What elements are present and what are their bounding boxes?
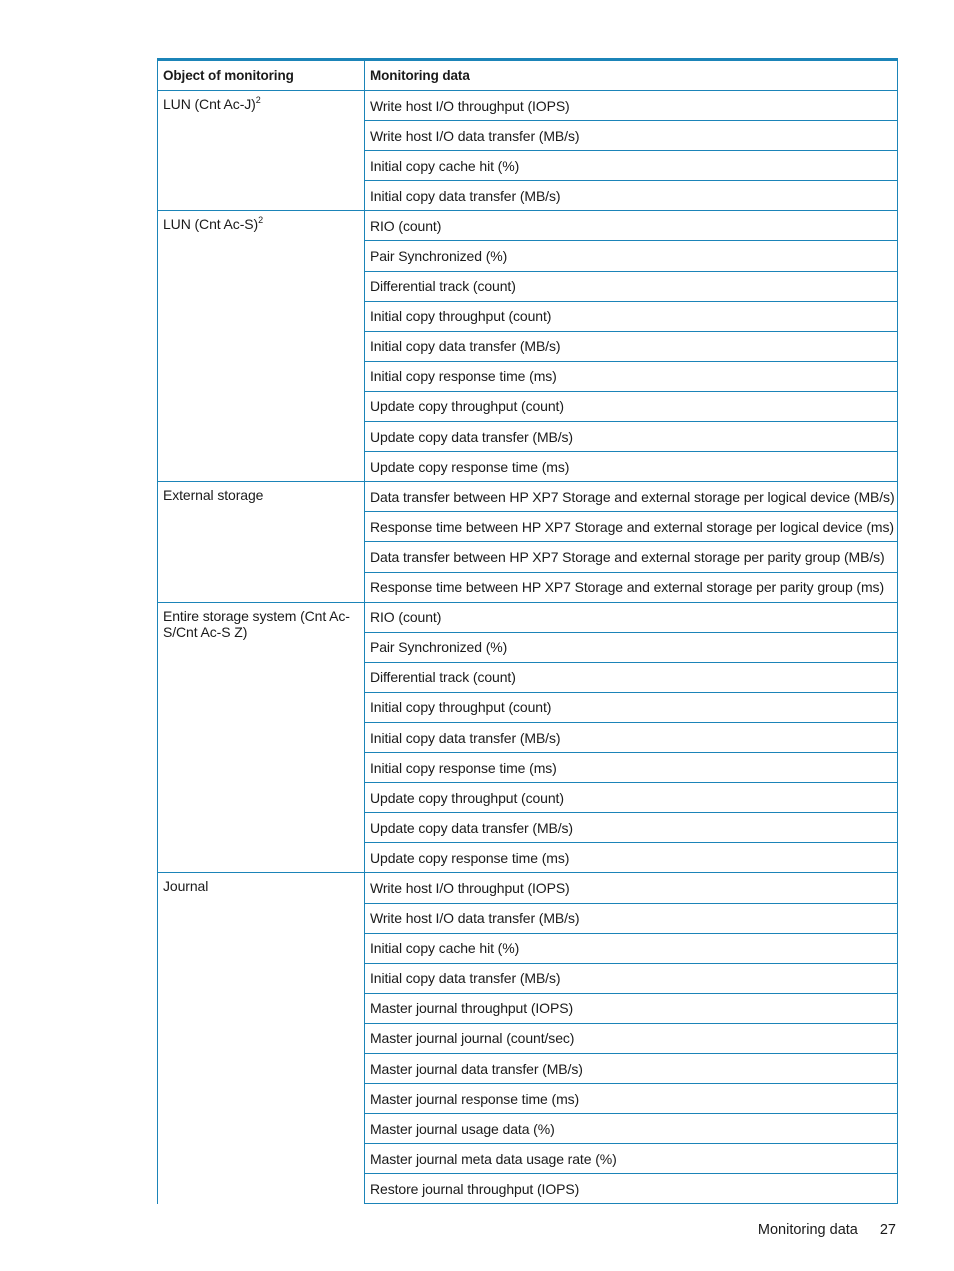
monitoring-data-cell: Initial copy throughput (count) — [365, 692, 898, 722]
monitoring-data-cell: Initial copy response time (ms) — [365, 753, 898, 783]
monitoring-data-cell: Initial copy throughput (count) — [365, 301, 898, 331]
object-of-monitoring-cell — [158, 602, 365, 873]
object-label: External storage — [163, 487, 264, 504]
header-monitoring-data: Monitoring data — [365, 60, 898, 91]
table-row — [158, 211, 898, 241]
monitoring-data-cell: Write host I/O data transfer (MB/s) — [365, 121, 898, 151]
monitoring-data-table — [157, 58, 898, 1204]
object-label: LUN (Cnt Ac-J) — [163, 96, 256, 112]
monitoring-data-cell: Pair Synchronized (%) — [365, 241, 898, 271]
object-label: LUN (Cnt Ac-S) — [163, 216, 259, 233]
monitoring-data-cell: Initial copy data transfer (MB/s) — [365, 331, 898, 361]
monitoring-data-cell: Master journal throughput (IOPS) — [365, 993, 898, 1023]
footnote-marker: 2 — [255, 95, 261, 105]
table-row — [158, 602, 898, 632]
monitoring-data-cell: Data transfer between HP XP7 Storage and external storage per logical device (MB/s) — [365, 482, 898, 512]
monitoring-data-cell: Initial copy cache hit (%) — [365, 933, 898, 963]
monitoring-data-cell: Initial copy data transfer (MB/s) — [365, 181, 898, 211]
monitoring-data-cell: Initial copy cache hit (%) — [365, 151, 898, 181]
monitoring-data-cell: Update copy response time (ms) — [365, 452, 898, 482]
monitoring-data-cell: Master journal usage data (%) — [365, 1114, 898, 1144]
table-row — [158, 482, 898, 512]
monitoring-data-cell: Differential track (count) — [365, 662, 898, 692]
monitoring-data-cell: Update copy throughput (count) — [365, 391, 898, 421]
object-of-monitoring-cell — [158, 91, 365, 211]
monitoring-data-cell: Master journal response time (ms) — [365, 1084, 898, 1114]
monitoring-data-cell: Initial copy data transfer (MB/s) — [365, 722, 898, 752]
page-footer — [758, 1222, 896, 1238]
object-label: Entire storage system (Cnt Ac-S/Cnt Ac-S Z) — [163, 607, 350, 640]
monitoring-data-cell: Update copy data transfer (MB/s) — [365, 813, 898, 843]
object-of-monitoring-cell — [158, 211, 365, 482]
monitoring-data-cell: Response time between HP XP7 Storage and external storage per parity group (ms) — [365, 572, 898, 602]
monitoring-data-cell: Data transfer between HP XP7 Storage and external storage per parity group (MB/s) — [365, 542, 898, 572]
monitoring-data-cell: RIO (count) — [365, 602, 898, 632]
monitoring-data-cell: Initial copy data transfer (MB/s) — [365, 963, 898, 993]
object-label: Journal — [163, 878, 209, 895]
monitoring-data-cell: Master journal journal (count/sec) — [365, 1023, 898, 1053]
monitoring-data-cell: Restore journal throughput (IOPS) — [365, 1174, 898, 1204]
object-of-monitoring-cell — [158, 482, 365, 602]
monitoring-data-cell: Differential track (count) — [365, 271, 898, 301]
page-number: 27 — [879, 1222, 896, 1238]
monitoring-data-cell: Master journal data transfer (MB/s) — [365, 1054, 898, 1084]
table-row — [158, 91, 898, 121]
monitoring-data-cell: Initial copy response time (ms) — [365, 361, 898, 391]
table-body — [158, 91, 898, 1204]
monitoring-data-cell: Pair Synchronized (%) — [365, 632, 898, 662]
monitoring-data-cell: RIO (count) — [365, 211, 898, 241]
monitoring-data-cell: Update copy response time (ms) — [365, 843, 898, 873]
footer-section-title: Monitoring data — [757, 1222, 858, 1238]
footnote-marker: 2 — [258, 215, 263, 226]
header-object-of-monitoring: Object of monitoring — [158, 60, 365, 91]
monitoring-data-cell: Update copy data transfer (MB/s) — [365, 422, 898, 452]
monitoring-data-cell: Write host I/O data transfer (MB/s) — [365, 903, 898, 933]
monitoring-data-cell: Update copy throughput (count) — [365, 783, 898, 813]
monitoring-data-cell: Master journal meta data usage rate (%) — [365, 1144, 898, 1174]
object-of-monitoring-cell — [158, 873, 365, 1204]
monitoring-data-cell: Write host I/O throughput (IOPS) — [365, 873, 898, 903]
table-header-row — [158, 60, 898, 91]
monitoring-data-cell: Response time between HP XP7 Storage and external storage per logical device (ms) — [365, 512, 898, 542]
monitoring-data-cell: Write host I/O throughput (IOPS) — [365, 91, 898, 121]
table-row — [158, 873, 898, 903]
